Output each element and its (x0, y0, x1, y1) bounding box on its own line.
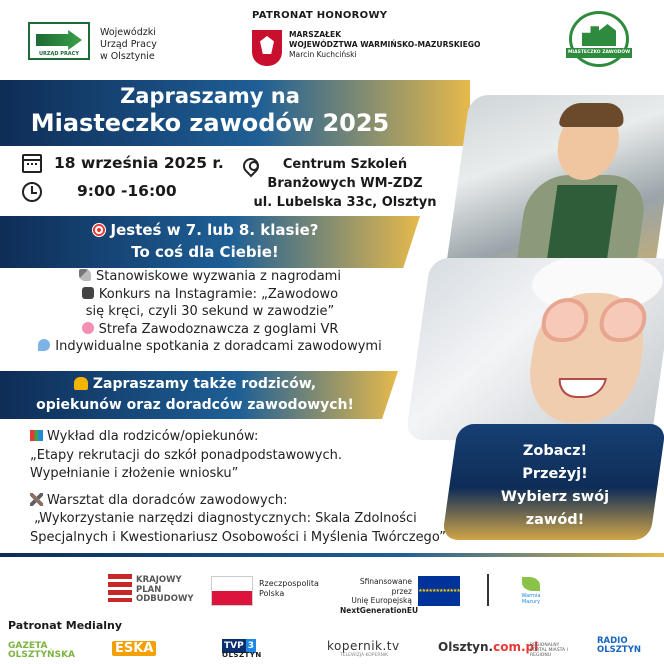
target-icon (92, 223, 106, 237)
gazeta-olsztynska-logo: GAZETA OLSZTYŃSKA (8, 641, 76, 660)
town-icon (582, 24, 616, 46)
section2-body: Wykład dla rodziców/opiekunów: „Etapy rekrutacji do szkół ponadpodstawowych. Wypełnianie i złożenie wniosku” Warsztat dla doradców zawodowych: „Wykorzystanie narzędzi diagnostycznych: Skala Zdolności Specjalnych i Kwestionariusz Osobowości i Myślenia Twórczego” (30, 428, 460, 547)
photo-baker (405, 258, 664, 440)
eu-flag-icon (418, 576, 460, 606)
cta-text: Zobacz! Przeżyj! Wybierz swój zawód! (500, 443, 610, 528)
speech-bubble-icon (38, 339, 50, 351)
kopernik-tv-logo: kopernik.tv (327, 639, 400, 653)
eu-text: Sfinansowane przez Unię Europejską NextGenerationEU (340, 577, 419, 615)
books-icon (30, 430, 43, 441)
miasteczko-logo-caption: MIASTECZKO ZAWODÓW (566, 48, 632, 58)
arrow-icon (36, 30, 82, 50)
kpo-logo-icon (108, 574, 132, 602)
wup-name: Wojewódzki Urząd Pracy w Olsztynie (100, 27, 157, 62)
warmia-mazury-crest-icon (252, 30, 282, 66)
poland-text: Rzeczpospolita Polska (259, 579, 319, 598)
logo-separator (487, 574, 489, 606)
olsztyn-com-pl-logo: Olsztyn.com.pl (438, 640, 539, 654)
workshop2-heading: Warsztat dla doradców zawodowych: (30, 492, 460, 511)
list-item-continued: się kręci, czyli 30 sekund w zawodzie” (85, 304, 335, 319)
tvp3-logo: TVP 3 (224, 641, 254, 651)
marszalek-text: MARSZAŁEK WOJEWÓDZTWA WARMIŃSKO-MAZURSKIEGO Marcin Kuchciński (289, 30, 481, 59)
olsztyn-caption: REGIONALNY PORTAL MIASTA I REGIONU (530, 643, 568, 658)
leaf-icon (522, 577, 540, 591)
event-date: 18 września 2025 r. (54, 154, 224, 172)
kopernik-caption: TELEWIZJA KOPERNIK (340, 653, 389, 658)
eska-logo: ESKA (112, 641, 156, 656)
radio-olsztyn-logo: RADIO OLSZTYN (597, 636, 641, 655)
miasteczko-zawodow-logo (569, 11, 629, 67)
clock-icon (22, 182, 42, 202)
title-line-2: Miasteczko zawodów 2025 (30, 109, 390, 137)
workshop1-heading: Wykład dla rodziców/opiekunów: (30, 428, 460, 447)
calendar-icon (22, 154, 42, 173)
brain-icon (82, 322, 94, 334)
poland-flag-icon (211, 576, 253, 606)
list-item: Strefa Zawodoznawcza z goglami VR (0, 321, 420, 339)
family-icon (74, 377, 88, 390)
section2-title: Zapraszamy także rodziców, opiekunów oraz doradców zawodowych! (36, 376, 354, 413)
event-time: 9:00 -16:00 (77, 182, 177, 200)
camera-icon (82, 287, 94, 299)
event-place: Centrum Szkoleń Branżowych WM-ZDZ ul. Lubelska 33c, Olsztyn (253, 157, 437, 210)
title-line-1: Zapraszamy na (120, 84, 300, 108)
list-item: Konkurs na Instagramie: „Zawodowo (0, 286, 420, 304)
patronat-title: PATRONAT HONOROWY (252, 10, 388, 21)
wup-logo-caption: URZĄD PRACY (39, 51, 79, 57)
media-patronage-label: Patronat Medialny (8, 619, 123, 632)
tools-icon (30, 493, 43, 506)
warmia-mazury-caption: Warmia Mazury (521, 593, 541, 605)
kpo-logo-text: KRAJOWY PLAN ODBUDOWY (136, 575, 194, 604)
warmia-mazury-logo (516, 575, 546, 605)
divider (0, 553, 664, 557)
wup-logo (28, 22, 90, 60)
section1-list (0, 268, 420, 356)
eu-stars: ★★★★★★★★★★★★ (418, 588, 460, 594)
wrench-icon (79, 269, 91, 281)
list-item: Indywidualne spotkania z doradcami zawodowymi (0, 338, 420, 356)
list-item: Stanowiskowe wyzwania z nagrodami (0, 268, 420, 286)
section1-title: Jesteś w 7. lub 8. klasie? To coś dla Ciebie! (0, 219, 410, 263)
tvp3-caption: OLSZTYN (222, 651, 262, 659)
